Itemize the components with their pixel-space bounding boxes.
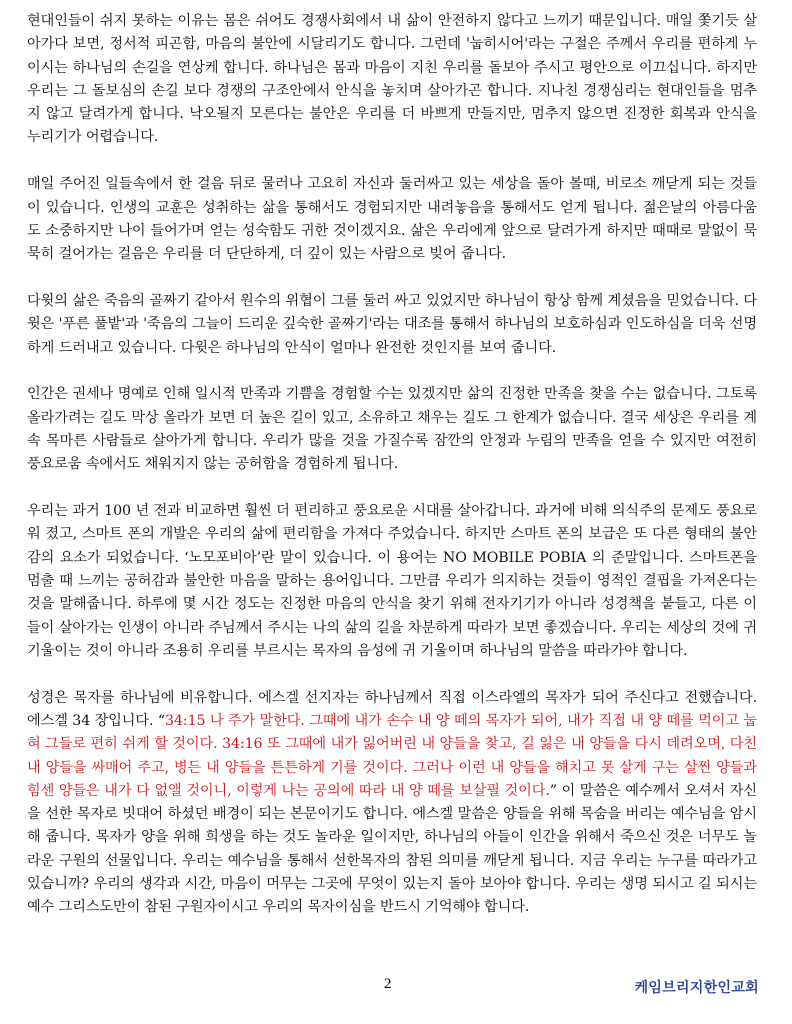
paragraph-david: 다윗의 삶은 죽음의 골짜기 같아서 원수의 위협이 그를 둘러 싸고 있었지만 하나님이 항상 함께 계셨음을 믿었습니다. 다윗은 '푸른 풀밭'과 '죽음의 그늘이 드리운 깊숙한 골짜기'라는 대조를 통해서 하나님의 보호하심과 인도하심을 더욱 선명하게 드러내고 있습니다. 다윗은 하나님의 안식이 얼마나 완전한 것인지를 보여 줍니다.	[27, 292, 757, 356]
paragraph-shepherd	[27, 687, 757, 920]
ezekiel-quote: 34:15 나 주가 말한다. 그때에 내가 손수 내 양 떼의 목자가 되어, 내가 직접 내 양 떼를 먹이고 눕혀 그들로 편히 쉬게 할 것이다. 34:16 또 그때에 내가 잃어버린 내 양들을 찾고, 길 잃은 내 양들을 다시 데려오며, 다친 내 양들을 싸매어 주고, 병든 내 양들을 튼튼하게 기를 것이다. 그러나 이런 내 양들을 해치고 못 살게 구는 살찐 양들과 힘센 양들은 내가 다 없앨 것이니, 이렇게 나는 공의에 따라 내 양 떼를 보살필 것이다.	[27, 712, 757, 799]
page-number: 2	[384, 976, 392, 992]
shepherd-outro: ” 이 말씀은 예수께서 오셔서 자신을 선한 목자로 빗대어 하셨던 배경이 되는 본문이기도 합니다. 에스겔 말씀은 양들을 위해 목숨을 버리는 예수님을 암시해 줍니다. 목자가 양을 위해 희생을 하는 것도 놀라운 일이지만, 하나님의 아들이 인간을 위해서 죽으신 것은 너무도 놀라운 구원의 선물입니다. 우리는 예수님을 통해서 선한목자의 참된 의미를 깨닫게 됩니다. 지금 우리는 누구를 따라가고 있습니까? 우리의 생각과 시간, 마음이 머무는 그곳에 무엇이 있는지 돌아 보아야 합니다. 우리는 생명 되시고 길 되시는 예수 그리스도만이 참된 구원자이시고 우리의 목자이심을 반드시 기억해야 합니다.	[27, 782, 757, 916]
paragraph-satisfaction: 인간은 권세나 명예로 인해 일시적 만족과 기쁨을 경험할 수는 있겠지만 삶의 진정한 만족을 찾을 수는 없습니다. 그토록 올라가려는 길도 막상 올라가 보면 더 높은 길이 있고, 소유하고 채우는 길도 그 한계가 없습니다. 결국 세상은 우리를 계속 목마른 사람들로 살아가게 합니다. 우리가 많을 것을 가질수록 잠깐의 안정과 누림의 만족을 얻을 수 있지만 여전히 풍요로움 속에서도 채워지지 않는 공허함을 경험하게 됩니다.	[27, 386, 757, 473]
paragraph-rest: 현대인들이 쉬지 못하는 이유는 몸은 쉬어도 경쟁사회에서 내 삶이 안전하지 않다고 느끼기 때문입니다. 매일 쫓기듯 살아가다 보면, 정서적 피곤함, 마음의 불안에 시달리기도 합니다. 그런데 '눕히시어'라는 구절은 주께서 우리를 편하게 누이시는 하나님의 손길을 연상케 합니다. 하나님은 몸과 마음이 지친 우리를 돌보아 주시고 평안으로 이끄십니다. 하지만 우리는 그 돌보심의 손길 보다 경쟁의 구조안에서 안식을 놓치며 살아가곤 합니다. 지나친 경쟁심리는 현대인들을 멈추지 않고 달려가게 합니다. 낙오될지 모른다는 불안은 우리를 더 바쁘게 만들지만, 멈추지 않으면 진정한 회복과 안식을 누리기가 어렵습니다.	[27, 13, 757, 146]
paragraph-step-back: 매일 주어진 일들속에서 한 걸음 뒤로 물러나 고요히 자신과 둘러싸고 있는 세상을 돌아 볼때, 비로소 깨닫게 되는 것들이 있습니다. 인생의 교훈은 성취하는 삶을 통해서도 경험되지만 내려놓음을 통해서도 얻게 됩니다. 젊은날의 아름다움도 소중하지만 나이 들어가며 얻는 성숙함도 귀한 것이겠지요. 삶은 우리에게 앞으로 달려가게 하지만 때때로 말없이 묵묵히 걸어가는 걸음은 우리를 더 단단하게, 더 깊이 있는 사람으로 빚어 줍니다.	[27, 176, 757, 263]
paragraph-smartphone: 우리는 과거 100 년 전과 비교하면 훨씬 더 편리하고 풍요로운 시대를 살아갑니다. 과거에 비해 의식주의 문제도 풍요로워 졌고, 스마트 폰의 개발은 우리의 삶에 편리함을 가져다 주었습니다. 하지만 스마트 폰의 보급은 또 다른 형태의 불안감의 요소가 되었습니다. ‘노모포비아’란 말이 있습니다. 이 용어는 NO MOBILE POBIA 의 준말입니다. 스마트폰을 멈출 때 느끼는 공허감과 불안한 마음을 말하는 용어입니다. 그만큼 우리가 의지하는 것들이 영적인 결핍을 가져온다는 것을 말해줍니다. 하루에 몇 시간 정도는 진정한 마음의 안식을 찾기 위해 전자기기가 아니라 성경책을 붙들고, 다른 이들이 살아가는 인생이 아니라 주님께서 주시는 나의 삶의 길을 차분하게 따라가 보면 좋겠습니다. 우리는 세상의 것에 귀 기울이는 것이 아니라 조용히 우리를 부르시는 목자의 음성에 귀 기울이며 하나님의 말씀을 따라가야 합니다.	[27, 503, 757, 659]
shepherd-intro: 성경은 목자를 하나님에 비유합니다. 에스겔 선지자는 하나님께서 직접 이스라엘의 목자가 되어 주신다고 전했습니다. 에스겔 34 장입니다. “	[27, 689, 757, 729]
document-body	[27, 10, 757, 920]
church-name: 케임브리지한인교회	[634, 980, 759, 996]
